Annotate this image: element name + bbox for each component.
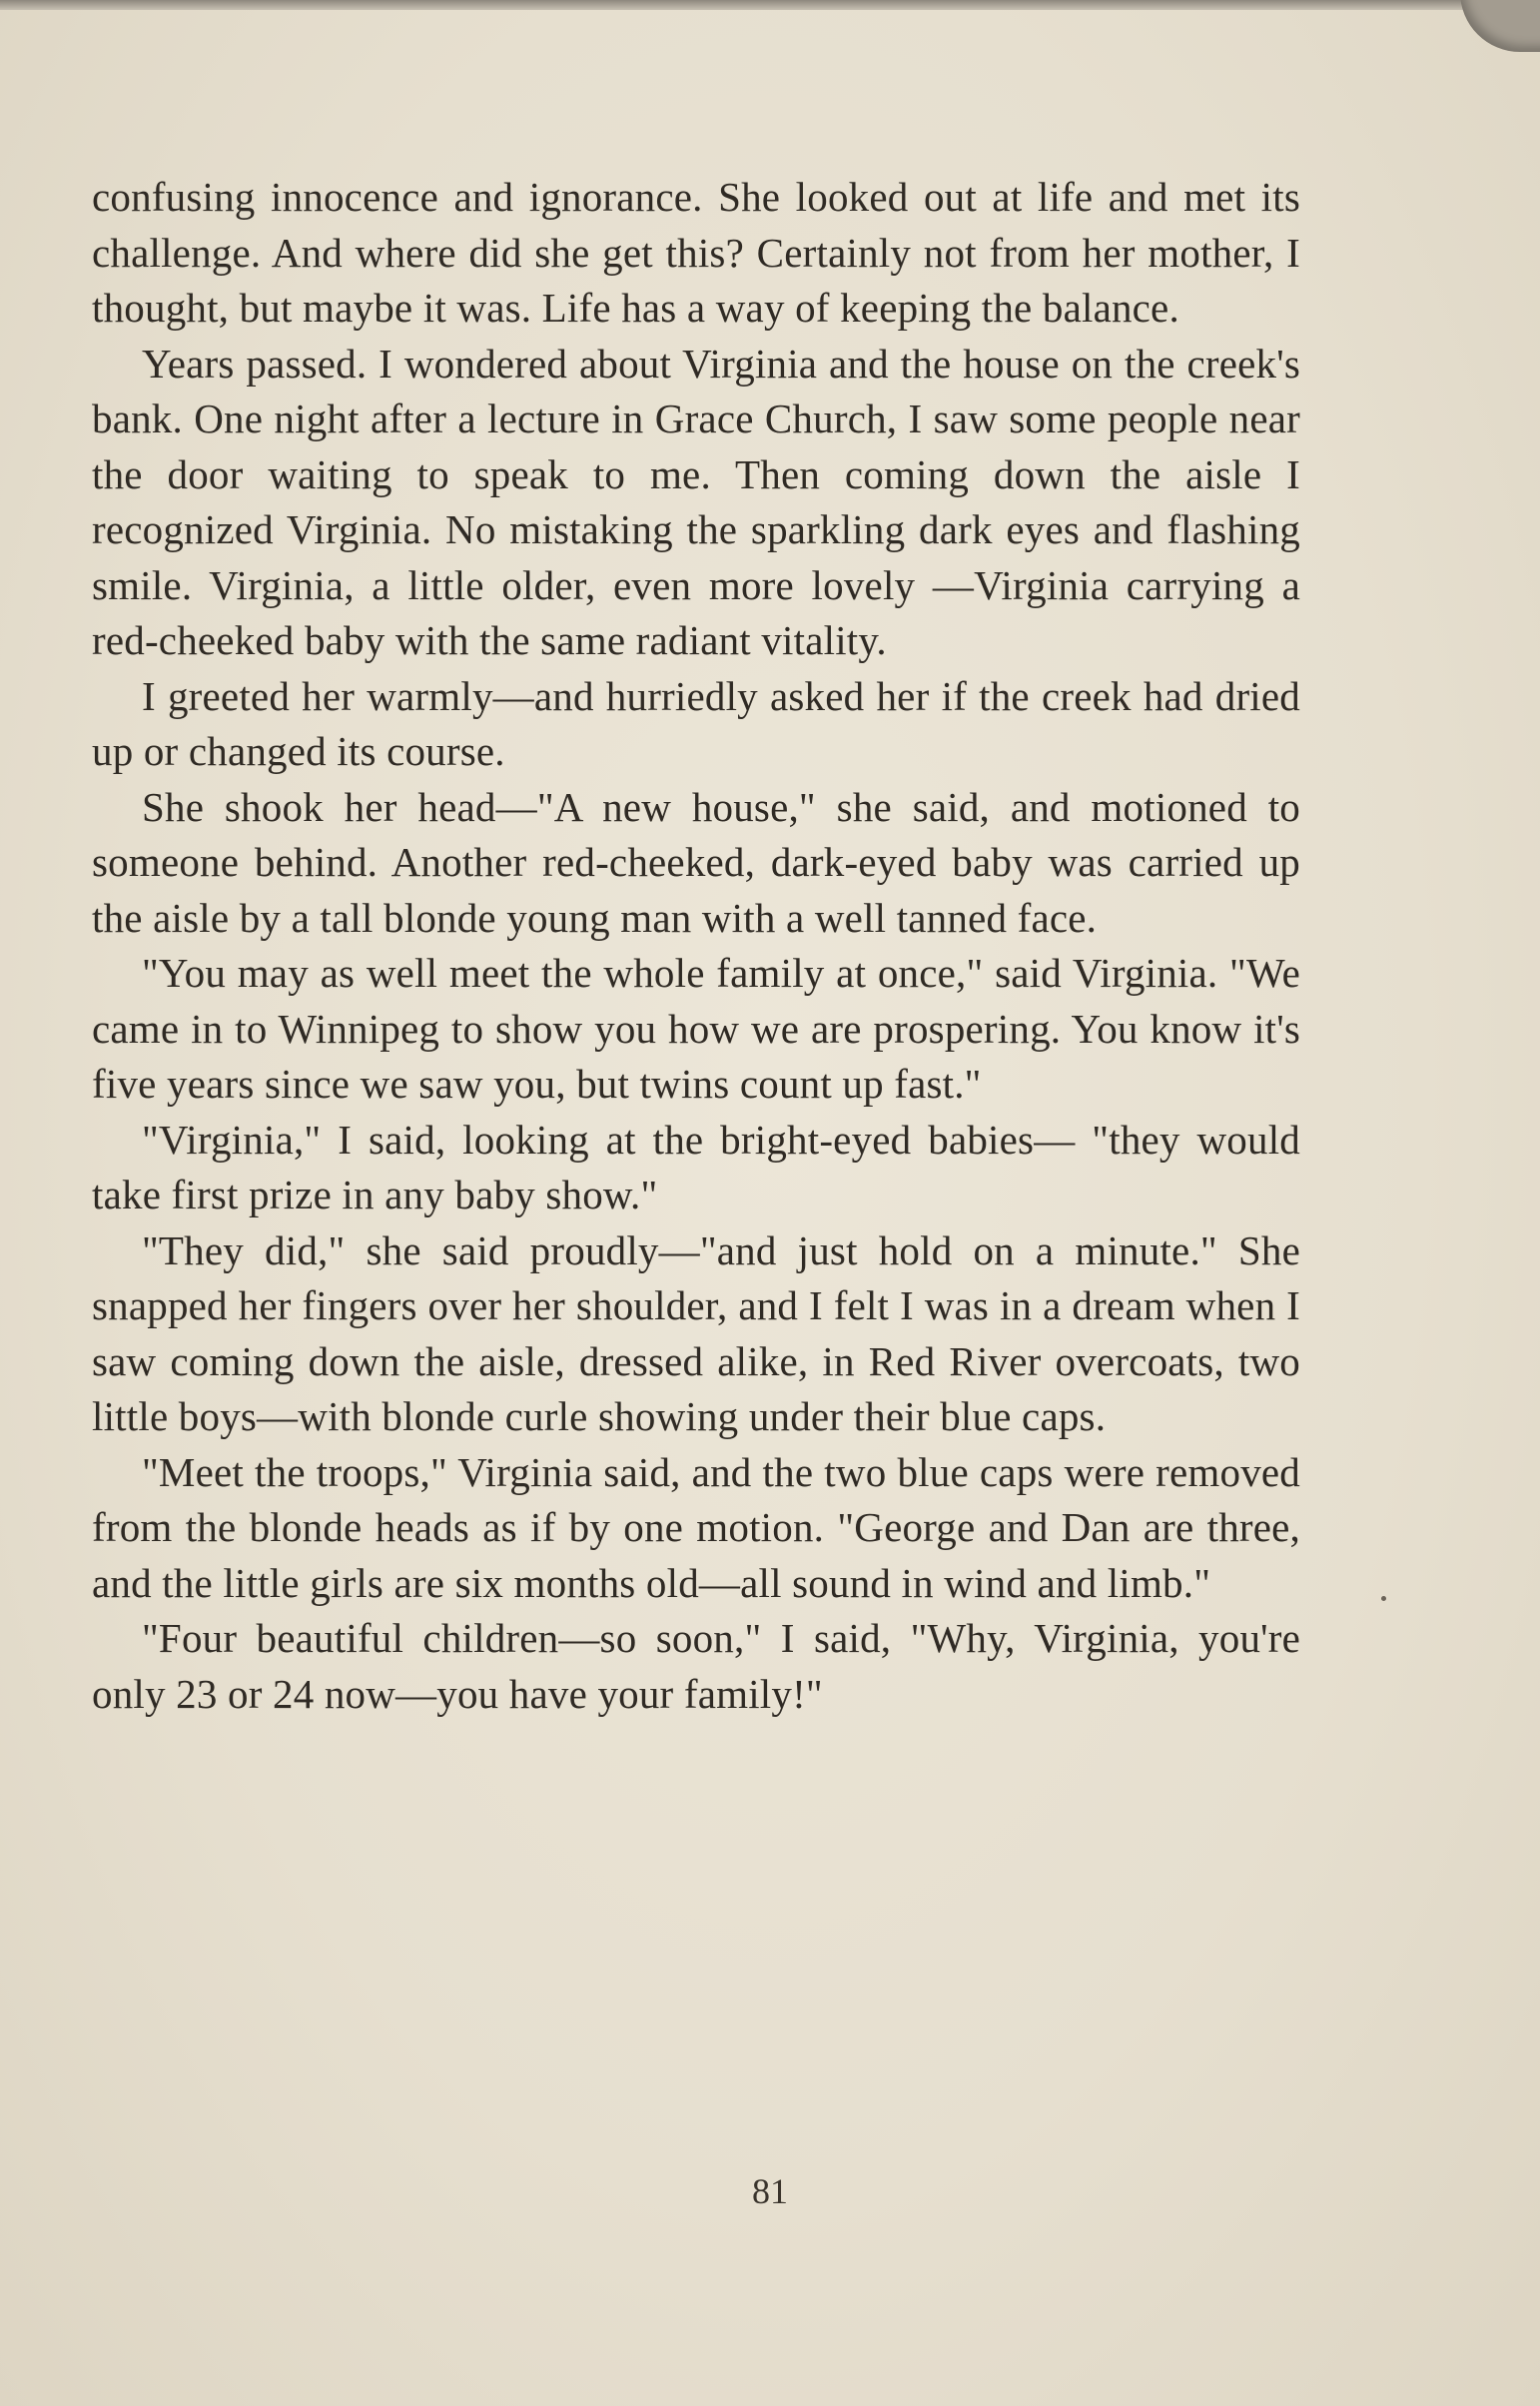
paragraph: confusing innocence and ignorance. She looked out at life and met its challenge. And where did she get this? Certainly not from her mother, I thought, but maybe it was. Life has a way of keeping the balance. <box>92 174 1300 331</box>
paragraph: "Meet the troops," Virginia said, and the two blue caps were removed from the blonde heads as if by one motion. "George and Dan are three, and the little girls are six months old—all sound in wind and limb." <box>92 1448 1300 1606</box>
page-speck <box>1381 1596 1386 1601</box>
page-top-edge <box>0 0 1540 10</box>
paragraph: "You may as well meet the whole family at once," said Virginia. "We came in to Winnipeg to show you how we are prospering. You know it's five years since we saw you, but twins count up fast." <box>92 950 1300 1107</box>
paragraph: "Four beautiful children—so soon," I said, "Why, Virginia, you're only 23 or 24 now—you have your family!" <box>92 1615 1300 1717</box>
paragraph: Years passed. I wondered about Virginia and the house on the creek's bank. One night after a lecture in Grace Church, I saw some people near the door waiting to speak to me. Then coming down the aisle I recognized Virginia. No mistaking the sparkling dark eyes and flashing smile. Virginia, a little older, even more lovely —Virginia carrying a red-cheeked baby with the same radiant vitality. <box>92 340 1300 663</box>
body-text <box>92 170 1300 1722</box>
paragraph: "Virginia," I said, looking at the bright-eyed babies— "they would take first prize in any baby show." <box>92 1116 1300 1217</box>
page-corner-fold <box>1460 0 1540 52</box>
paragraph: She shook her head—"A new house," she said, and motioned to someone behind. Another red-cheeked, dark-eyed baby was carried up the aisle by a tall blonde young man with a well tanned face. <box>92 783 1300 941</box>
paragraph: "They did," she said proudly—"and just hold on a minute." She snapped her fingers over her shoulder, and I felt I was in a dream when I saw coming down the aisle, dressed alike, in Red River overcoats, two little boys—with blonde curle showing under their blue caps. <box>92 1226 1300 1439</box>
paragraph: I greeted her warmly—and hurriedly asked her if the creek had dried up or changed its course. <box>92 672 1300 774</box>
page-number: 81 <box>752 2171 788 2211</box>
